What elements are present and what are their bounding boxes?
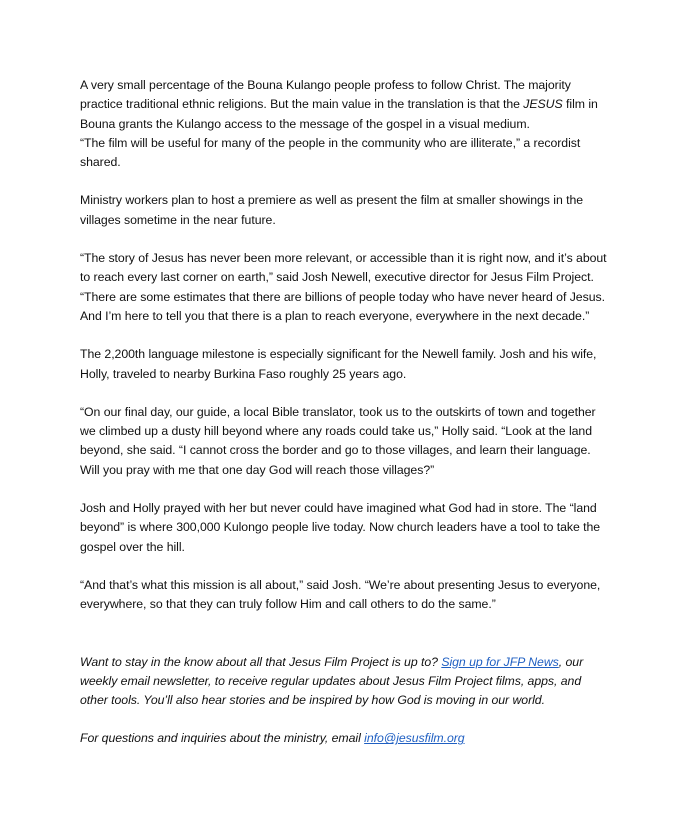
recordist-quote: “The film will be useful for many of the people in the community who are illiterate,” a recordist shared. [80,135,581,170]
paragraph-land-beyond: Josh and Holly prayed with her but never could have imagined what God had in store. The “land beyond” is where 300,000 Kulongo people live today. Now church leaders have a tool to take the gospel over the hill. [80,501,601,554]
newsletter-callout [80,653,610,711]
newsletter-text: , our weekly email newsletter, to receive regular updates about Jesus Film Project films, apps, and other tools. You’ll also hear stories and be inspired by how God is moving in our world. [80,654,584,708]
paragraph-mission: “And that’s what this mission is all about,” said Josh. “We’re about presenting Jesus to everyone, everywhere, so that they can truly follow Him and call others to do the same.” [80,577,601,612]
paragraph-josh-newell-quote: “The story of Jesus has never been more relevant, or accessible than it is right now, and it’s about to reach every last corner on earth,” said Josh Newell, executive director for Jesus Film Project. “There are some estimates that there are billions of people today who have never heard of Jesus. And I’m here to tell you that there is a plan to reach everyone, everywhere in the next decade.” [80,251,607,323]
paragraph-premiere: Ministry workers plan to host a premiere as well as present the film at smaller showings in the villages sometime in the near future. [80,193,584,227]
paragraph-text: film in Bouna grants the Kulango access to the message of the gospel in a visual medium. [80,97,598,131]
newsletter-text: Want to stay in the know about all that Jesus Film Project is up to? [80,654,442,669]
contact-text: For questions and inquiries about the ministry, email [80,731,365,746]
film-title-jesus: JESUS [523,97,563,112]
paragraph-holly-story: “On our final day, our guide, a local Bible translator, took us to the outskirts of town and together we climbed up a dusty hill beyond where any roads could take us,” Holly said. “Look at the land beyond, she said. “I cannot cross the border and go to those villages, and learn their language. Will you pray with me that one day God will reach those villages?” [80,404,596,477]
paragraph-milestone: The 2,200th language milestone is especially significant for the Newell family. Josh and his wife, Holly, traveled to nearby Burkina Faso roughly 25 years ago. [80,347,597,381]
paragraph-text: A very small percentage of the Bouna Kulango people profess to follow Christ. The majority practice traditional ethnic religions. But the main value in the translation is that the [80,78,571,112]
jfp-news-signup-link[interactable]: Sign up for JFP News [441,654,559,669]
contact-line [80,729,610,748]
paragraph-kulango-translation [80,76,610,172]
contact-email-link[interactable]: info@jesusfilm.org [364,731,465,746]
document-page [80,76,610,749]
